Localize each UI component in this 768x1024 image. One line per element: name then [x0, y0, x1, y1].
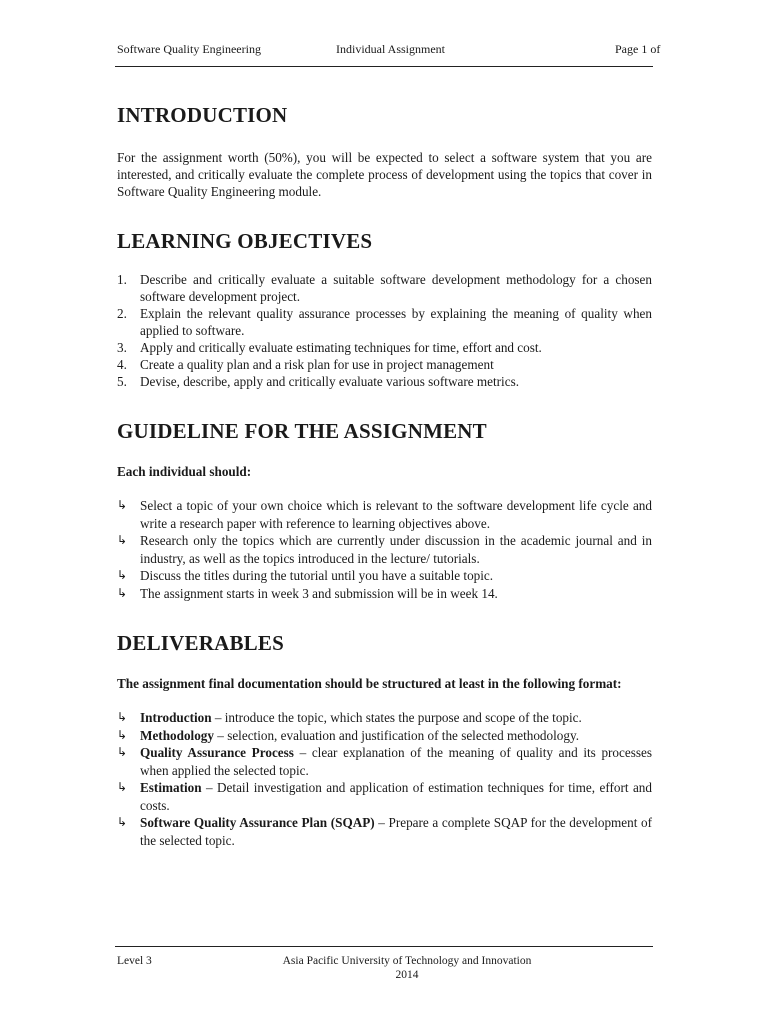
header-divider — [115, 66, 653, 67]
curved-arrow-icon: ↳ — [117, 745, 128, 759]
footer-institution-block — [207, 954, 607, 982]
list-number: 3. — [117, 340, 127, 355]
page-header — [117, 42, 665, 58]
curved-arrow-icon: ↳ — [117, 727, 128, 742]
list-item — [117, 814, 652, 849]
objectives-list — [117, 271, 652, 390]
curved-arrow-icon: ↳ — [117, 710, 128, 724]
list-item — [117, 779, 652, 814]
list-item — [117, 727, 652, 745]
footer-divider — [115, 946, 653, 947]
header-doc-type: Individual Assignment — [336, 42, 445, 56]
list-item — [117, 744, 652, 779]
deliverable-term: Introduction — [140, 710, 212, 725]
deliverable-description: – clear explanation of the meaning of quality and its processes when applied the selected topic. — [140, 745, 652, 778]
list-number: 2. — [117, 306, 127, 321]
list-item — [117, 373, 652, 390]
objectives-heading: LEARNING OBJECTIVES — [117, 229, 373, 253]
curved-arrow-icon: ↳ — [117, 780, 128, 794]
list-item — [117, 339, 652, 356]
list-item-text: Select a topic of your own choice which is relevant to the software development life cycle and write a research paper with reference to learning objectives above. — [140, 498, 652, 531]
list-item — [117, 356, 652, 373]
deliverables-list — [117, 709, 652, 849]
guideline-heading: GUIDELINE FOR THE ASSIGNMENT — [117, 419, 487, 443]
list-item — [117, 271, 652, 305]
list-item-text: The assignment starts in week 3 and submission will be in week 14. — [140, 585, 498, 601]
list-item-text: Create a quality plan and a risk plan for use in project management — [140, 357, 494, 372]
header-page-number: Page 1 of — [615, 42, 661, 56]
deliverable-description: – Detail investigation and application of estimation techniques for time, effort and costs. — [140, 780, 652, 813]
footer-institution: Asia Pacific University of Technology and Innovation — [282, 955, 532, 967]
footer-year: 2014 — [395, 969, 419, 981]
footer-level: Level 3 — [117, 955, 152, 967]
deliverable-term: Estimation — [140, 780, 202, 795]
curved-arrow-icon: ↳ — [117, 568, 128, 582]
list-item-text: Research only the topics which are currently under discussion in the academic journal and in industry, as well as the topics introduced in the lecture/ tutorials. — [140, 533, 652, 566]
introduction-heading: INTRODUCTION — [117, 103, 288, 127]
list-item — [117, 709, 652, 727]
curved-arrow-icon: ↳ — [117, 498, 128, 512]
list-item — [117, 585, 652, 603]
list-number: 4. — [117, 357, 127, 372]
curved-arrow-icon: ↳ — [117, 815, 128, 829]
curved-arrow-icon: ↳ — [117, 585, 128, 600]
deliverable-description: – Prepare a complete SQAP for the development of the selected topic. — [140, 815, 652, 848]
introduction-text: For the assignment worth (50%), you will be expected to select a software system that you are interested, and critically evaluate the complete process of development using the topics that cover in Software Quality Engineering module. — [117, 150, 652, 199]
list-item-text: Describe and critically evaluate a suitable software development methodology for a chosen software development project. — [140, 272, 652, 304]
list-item — [117, 497, 652, 532]
deliverables-heading: DELIVERABLES — [117, 631, 284, 655]
list-number: 1. — [117, 272, 127, 287]
list-item-text: Explain the relevant quality assurance processes by explaining the meaning of quality when applied to software. — [140, 306, 652, 338]
list-item — [117, 532, 652, 567]
deliverable-description: – selection, evaluation and justification of the selected methodology. — [214, 727, 579, 743]
deliverable-description: – introduce the topic, which states the purpose and scope of the topic. — [211, 710, 582, 725]
list-item — [117, 567, 652, 585]
list-item-text: Devise, describe, apply and critically evaluate various software metrics. — [140, 374, 519, 389]
guideline-list — [117, 497, 652, 602]
list-item — [117, 305, 652, 339]
header-course: Software Quality Engineering — [117, 42, 261, 56]
guideline-subheading: Each individual should: — [117, 464, 252, 479]
list-number: 5. — [117, 374, 127, 389]
deliverables-intro: The assignment final documentation should be structured at least in the following format: — [117, 676, 622, 691]
curved-arrow-icon: ↳ — [117, 533, 128, 547]
deliverable-term: Quality Assurance Process — [140, 745, 294, 760]
list-item-text: Apply and critically evaluate estimating techniques for time, effort and cost. — [140, 340, 542, 355]
deliverable-term: Methodology — [140, 727, 214, 743]
deliverable-term: Software Quality Assurance Plan (SQAP) — [140, 815, 375, 830]
document-body — [117, 100, 652, 849]
list-item-text: Discuss the titles during the tutorial until you have a suitable topic. — [140, 568, 494, 583]
